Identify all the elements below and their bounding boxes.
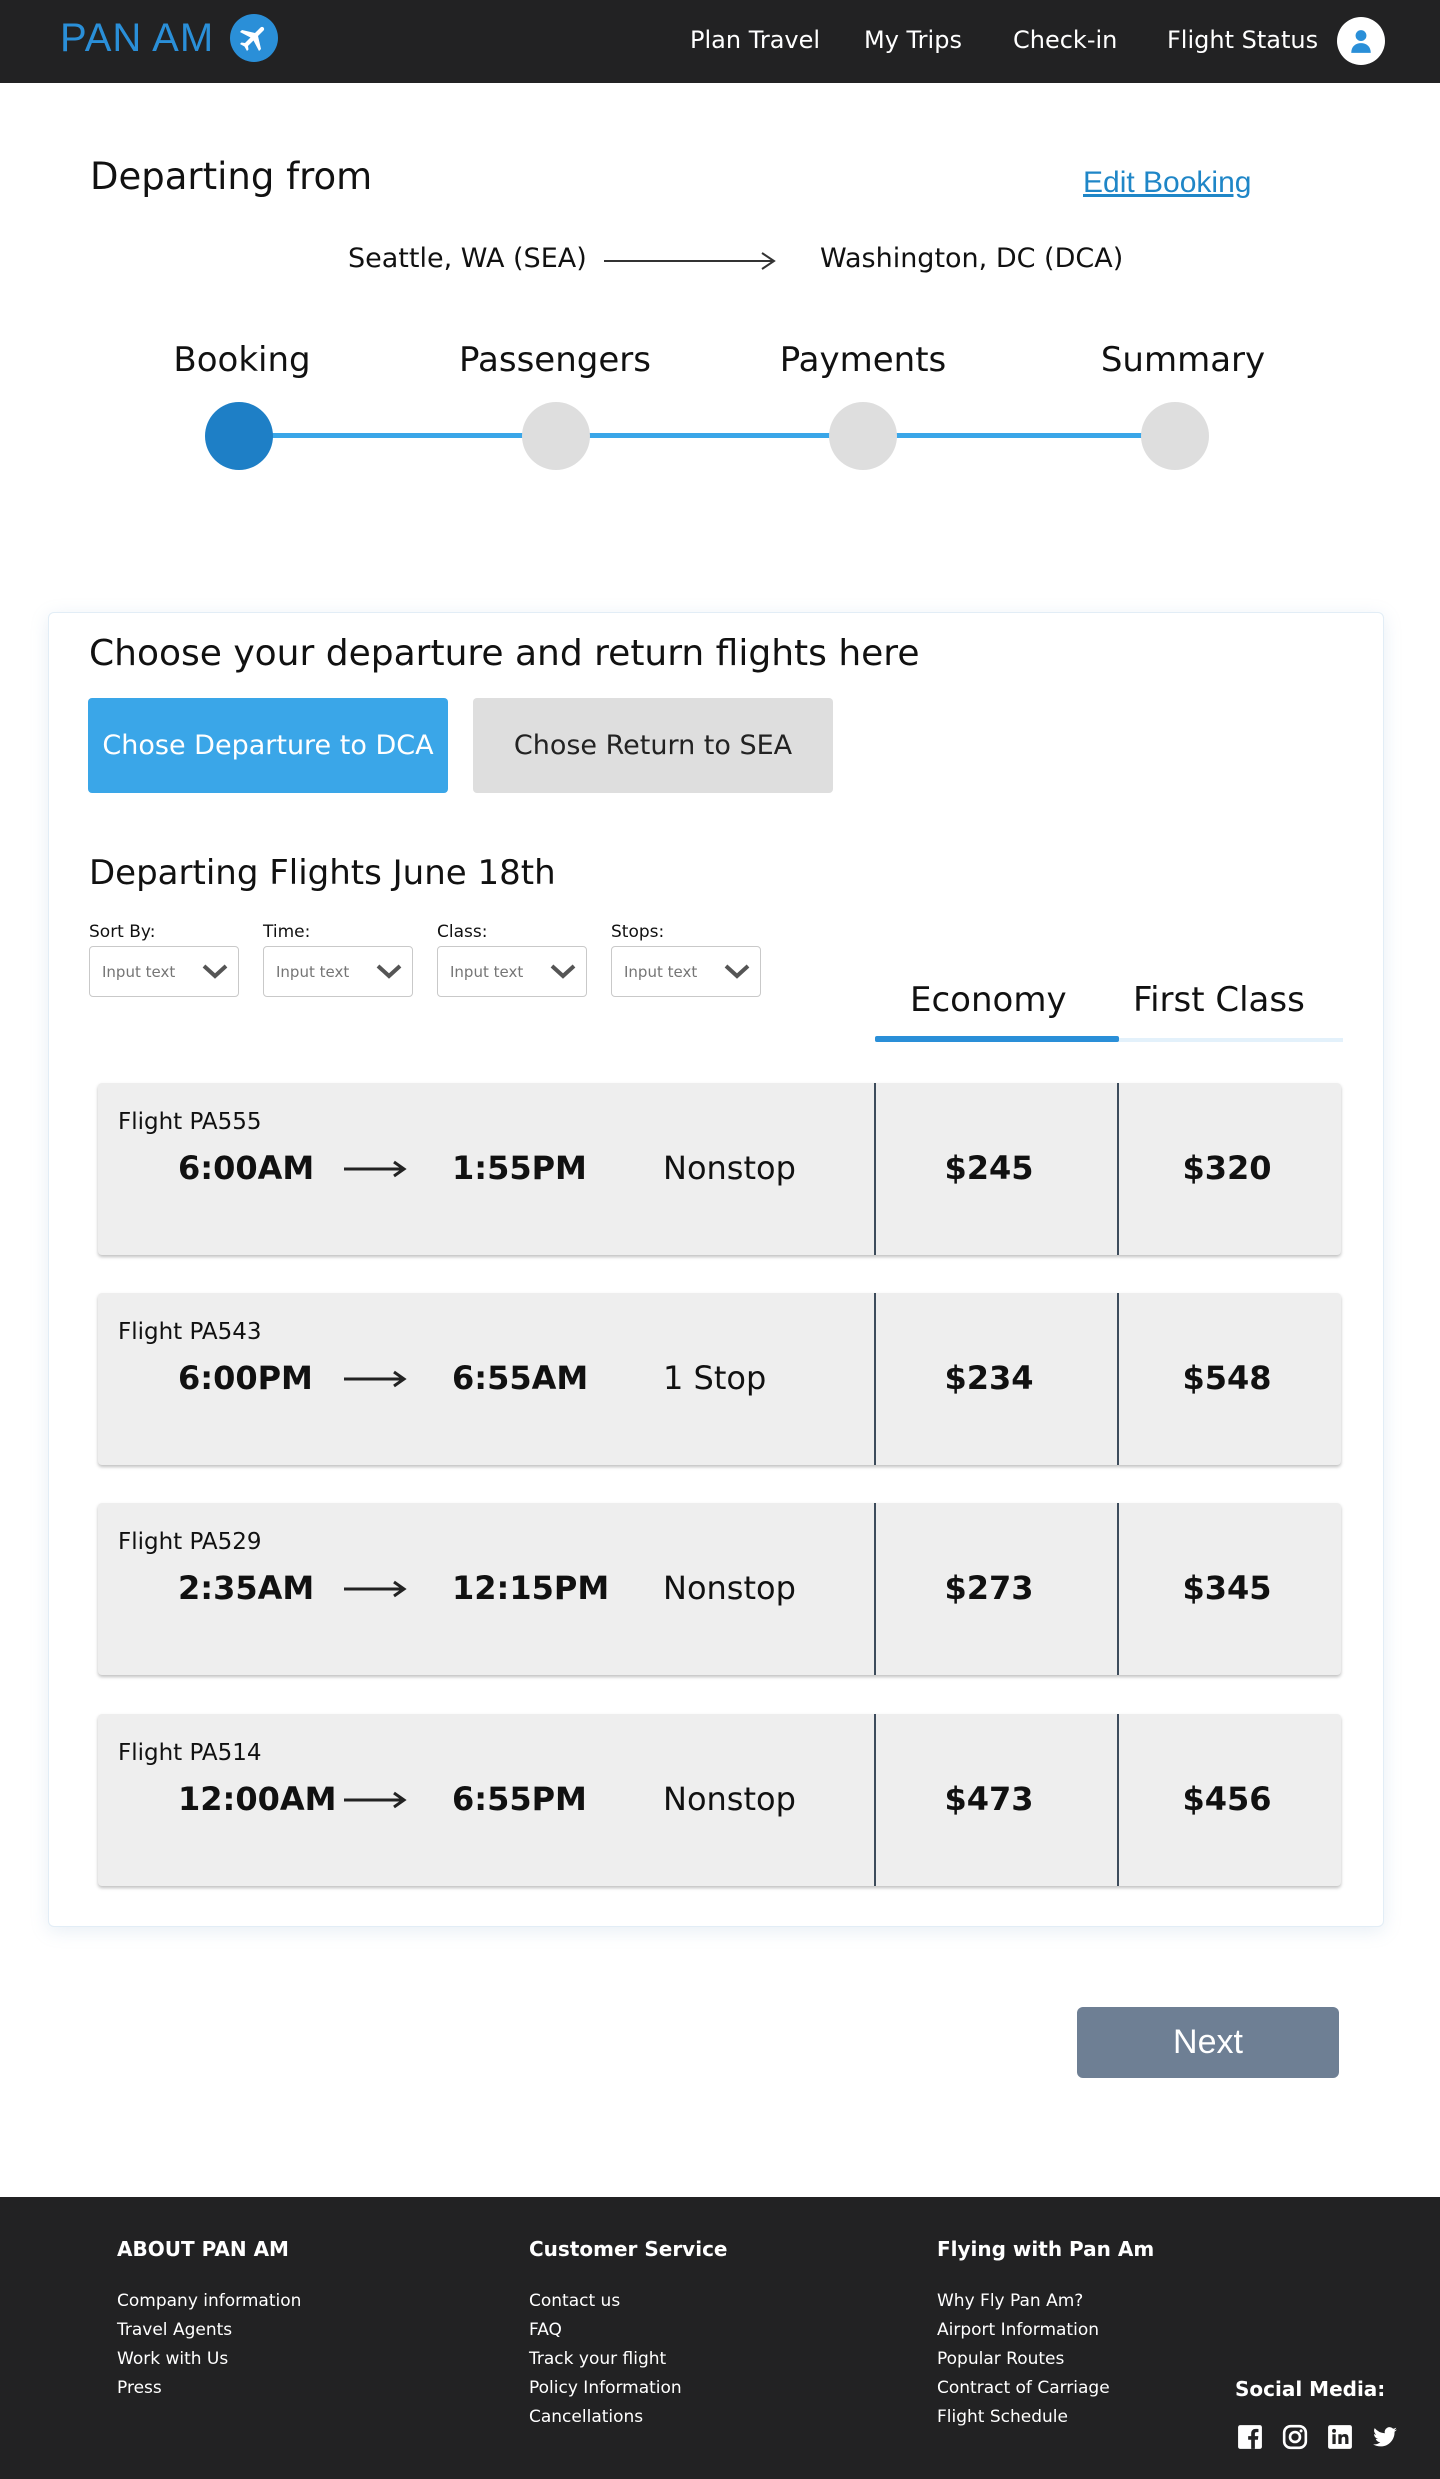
footer-link[interactable]: Contact us [529,2291,621,2311]
departure-time: 6:00AM [178,1149,315,1187]
nav-plan-travel[interactable]: Plan Travel [690,26,821,54]
footer-link[interactable]: Cancellations [529,2407,644,2427]
social-icons [1235,2422,1400,2452]
footer-link[interactable]: Work with Us [117,2349,229,2369]
filter-sort-by [89,922,239,997]
footer-service-column [529,2237,728,2432]
class-input[interactable] [450,963,550,981]
stops-info: 1 Stop [663,1359,767,1397]
flight-row[interactable] [98,1083,1341,1255]
footer-about-column [117,2237,301,2403]
step-booking-dot[interactable] [205,402,273,470]
footer-flying-column [937,2237,1154,2432]
origin-city: Seattle, WA (SEA) [348,243,587,274]
first-class-price[interactable]: $320 [1182,1149,1272,1187]
choose-departure-button[interactable]: Chose Departure to DCA [88,698,448,793]
economy-price[interactable]: $473 [944,1780,1034,1818]
economy-price[interactable]: $234 [944,1359,1034,1397]
edit-booking-link[interactable]: Edit Booking [1083,166,1252,199]
footer-link[interactable]: Contract of Carriage [937,2378,1110,2398]
flight-row[interactable] [98,1293,1341,1465]
column-divider [1117,1083,1119,1255]
step-payments-dot[interactable] [829,402,897,470]
route-arrow-icon [602,250,778,272]
step-booking-label: Booking [173,340,311,380]
stops-input[interactable] [624,963,724,981]
destination-city: Washington, DC (DCA) [820,243,1124,274]
arrow-right-icon [342,1159,408,1179]
pan-am-logo[interactable] [60,14,278,62]
departure-time: 6:00PM [178,1359,313,1397]
filter-stops [611,922,761,997]
airplane-icon [230,14,278,62]
footer-link[interactable]: Airport Information [937,2320,1099,2340]
sort-by-input[interactable] [102,963,202,981]
footer-link[interactable]: Travel Agents [117,2320,233,2340]
economy-price[interactable]: $273 [944,1569,1034,1607]
arrival-time: 6:55PM [452,1780,587,1818]
arrow-right-icon [342,1579,408,1599]
column-divider [1117,1714,1119,1886]
step-payments-label: Payments [779,340,947,380]
flight-row[interactable] [98,1714,1341,1886]
nav-my-trips[interactable]: My Trips [864,26,962,54]
stops-info: Nonstop [663,1780,796,1818]
first-class-price[interactable]: $548 [1182,1359,1272,1397]
nav-check-in[interactable]: Check-in [1013,26,1118,54]
tab-economy[interactable]: Economy [910,980,1067,1020]
column-divider [874,1503,876,1675]
footer-link[interactable]: Popular Routes [937,2349,1065,2369]
tab-first-class[interactable]: First Class [1133,980,1305,1020]
time-input[interactable] [276,963,376,981]
facebook-icon[interactable] [1235,2422,1265,2452]
tab-active-indicator [875,1036,1119,1042]
footer-heading: Customer Service [529,2237,728,2261]
filter-label: Time: [263,922,311,942]
column-divider [874,1714,876,1886]
departure-time: 12:00AM [178,1780,337,1818]
stepper-line [270,433,1175,438]
footer-link[interactable]: Company information [117,2291,302,2311]
stops-info: Nonstop [663,1149,796,1187]
footer [0,2197,1440,2479]
footer-link[interactable]: FAQ [529,2320,562,2340]
footer-link[interactable]: Press [117,2378,162,2398]
instagram-icon[interactable] [1280,2422,1310,2452]
footer-link[interactable]: Why Fly Pan Am? [937,2291,1084,2311]
footer-link[interactable]: Flight Schedule [937,2407,1068,2427]
flight-number: Flight PA543 [118,1319,262,1345]
social-media-heading: Social Media: [1235,2377,1386,2401]
next-button[interactable]: Next [1077,2007,1339,2078]
departing-title: Departing from [90,155,373,198]
column-divider [1117,1503,1119,1675]
choose-return-button[interactable]: Chose Return to SEA [473,698,833,793]
first-class-price[interactable]: $345 [1182,1569,1272,1607]
footer-heading: Flying with Pan Am [937,2237,1155,2261]
first-class-price[interactable]: $456 [1182,1780,1272,1818]
footer-link[interactable]: Policy Information [529,2378,682,2398]
flight-number: Flight PA514 [118,1740,262,1766]
departure-time: 2:35AM [178,1569,315,1607]
time-dropdown[interactable] [263,946,413,997]
arrow-right-icon [342,1790,408,1810]
column-divider [874,1293,876,1465]
footer-heading: ABOUT PAN AM [117,2237,289,2261]
chevron-down-icon [548,961,578,981]
card-title: Choose your departure and return flights here [89,633,920,674]
flight-number: Flight PA555 [118,1109,262,1135]
chevron-down-icon [722,961,752,981]
filter-class [437,922,587,997]
arrival-time: 1:55PM [452,1149,587,1187]
user-avatar-button[interactable] [1337,17,1385,65]
filter-label: Stops: [611,922,665,942]
economy-price[interactable]: $245 [944,1149,1034,1187]
column-divider [874,1083,876,1255]
filter-time [263,922,413,997]
filter-label: Class: [437,922,488,942]
step-passengers-dot[interactable] [522,402,590,470]
footer-link[interactable]: Track your flight [529,2349,667,2369]
user-icon [1348,28,1374,54]
chevron-down-icon [374,961,404,981]
sort-by-dropdown[interactable] [89,946,239,997]
stops-dropdown[interactable] [611,946,761,997]
filter-label: Sort By: [89,922,156,942]
linkedin-icon[interactable] [1325,2422,1355,2452]
departing-flights-heading: Departing Flights June 18th [89,853,556,893]
arrival-time: 6:55AM [452,1359,589,1397]
chevron-down-icon [200,961,230,981]
top-nav-bar [0,0,1440,83]
stops-info: Nonstop [663,1569,796,1607]
step-summary-dot[interactable] [1141,402,1209,470]
flight-number: Flight PA529 [118,1529,262,1555]
nav-flight-status[interactable]: Flight Status [1167,26,1319,54]
arrow-right-icon [342,1369,408,1389]
step-passengers-label: Passengers [459,340,651,380]
flight-row[interactable] [98,1503,1341,1675]
step-summary-label: Summary [1100,340,1266,380]
arrival-time: 12:15PM [452,1569,610,1607]
class-dropdown[interactable] [437,946,587,997]
logo-text: PAN AM [60,15,215,60]
column-divider [1117,1293,1119,1465]
twitter-icon[interactable] [1370,2422,1400,2452]
